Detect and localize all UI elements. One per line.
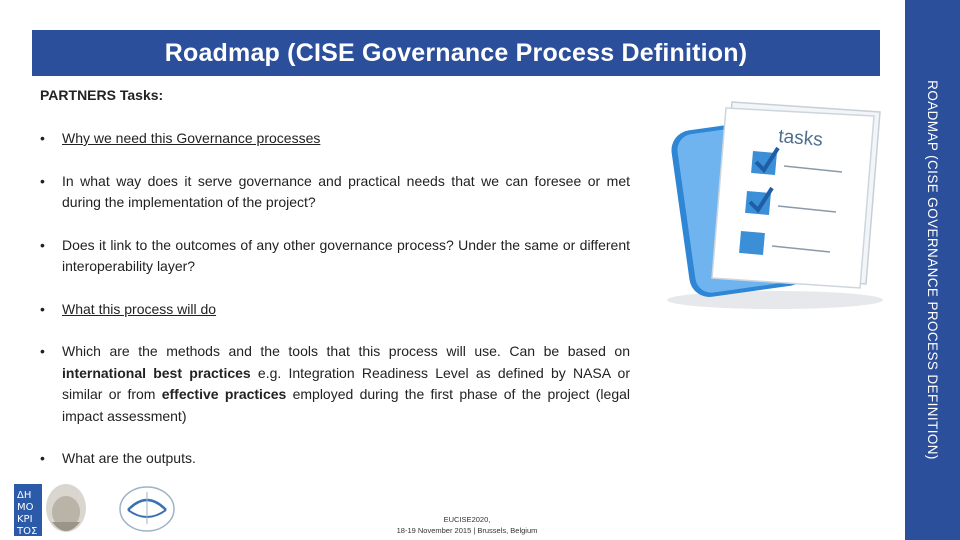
side-title: ROADMAP (CISE GOVERNANCE PROCESS DEFINITION): [925, 80, 940, 460]
footer-line1: EUCISE2020,: [443, 515, 491, 524]
footer-line2: 18-19 November 2015 | Brussels, Belgium: [396, 526, 538, 535]
footer: [362, 514, 572, 536]
tasks-label: tasks: [777, 126, 824, 151]
bullet-item: [40, 128, 630, 150]
bullet-marker: •: [40, 300, 45, 317]
bullet-text: In what way does it serve governance and practical needs that we can foresee or met during the implementation of the project?: [62, 172, 630, 210]
eucise-logo: [112, 484, 182, 534]
svg-text:ΚΡΙ: ΚΡΙ: [17, 514, 33, 525]
bullet-list: [40, 128, 630, 470]
bullet-item: [40, 299, 630, 321]
bullet-marker: •: [40, 172, 45, 189]
bullet-text-emphasis: international best practices: [62, 364, 251, 381]
bullet-marker: •: [40, 130, 45, 146]
subheading: PARTNERS Tasks:: [40, 87, 164, 103]
bullet-item: [40, 341, 630, 427]
bullet-item: [40, 171, 630, 214]
bullet-item: [40, 448, 630, 470]
bullet-text: What this process will do: [62, 300, 217, 317]
demokritos-logo: [14, 482, 94, 538]
bullet-text-part: employed during the first phase of the project (legal impact assessment): [62, 386, 631, 424]
bullet-marker: •: [40, 236, 45, 253]
title-bar: [32, 30, 880, 76]
tasks-clipboard-icon: [660, 88, 890, 313]
bullet-marker: •: [40, 450, 45, 466]
bullet-text-emphasis: effective practices: [161, 386, 287, 402]
slide-title: Roadmap (CISE Governance Process Definition): [164, 38, 748, 67]
svg-text:ΔΗ: ΔΗ: [17, 490, 32, 501]
bullet-text: What are the outputs.: [62, 450, 196, 466]
side-title-container: [906, 0, 959, 540]
bullet-marker: •: [40, 343, 45, 359]
bullet-item: [40, 235, 630, 278]
svg-text:ΤΟΣ: ΤΟΣ: [17, 526, 38, 537]
bullet-text-part: e.g. Integration Readiness Level as defined by NASA or similar or from: [62, 364, 630, 402]
bullet-text: Does it link to the outcomes of any other governance process? Under the same or different interoperability layer?: [62, 236, 630, 274]
svg-text:ΜΟ: ΜΟ: [17, 502, 34, 513]
bullet-text: Why we need this Governance processes: [62, 130, 321, 146]
bullet-text-part: Which are the methods and the tools that this process will use. Can be based on: [62, 343, 630, 359]
